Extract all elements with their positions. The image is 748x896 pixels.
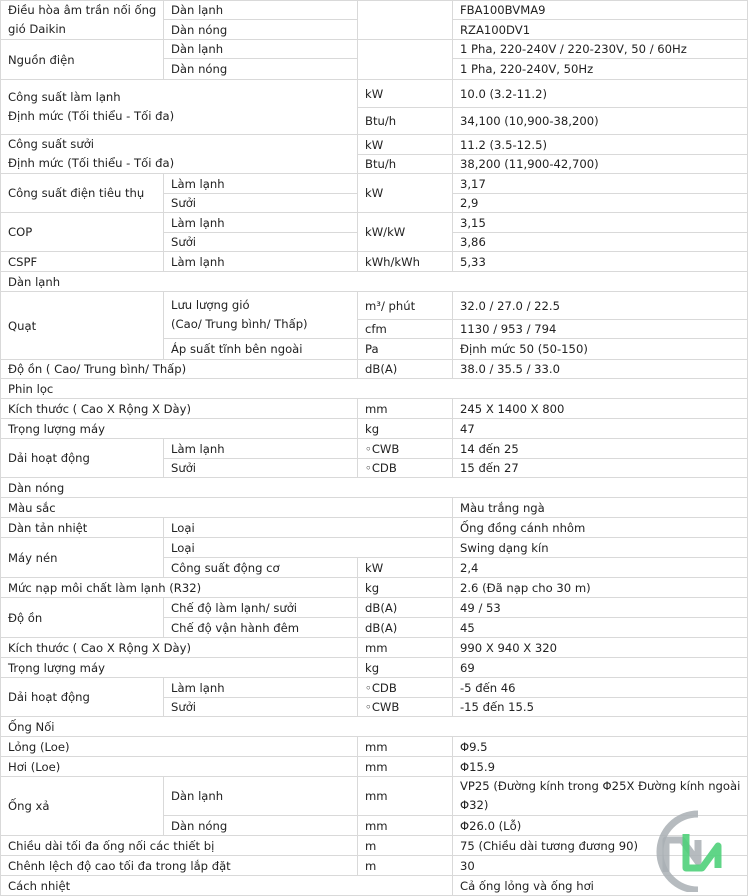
cooling-kw-unit: kW <box>358 80 453 108</box>
heating-kw-value: 11.2 (3.5-12.5) <box>453 135 748 155</box>
indoor-range-cool-unit: ◦CWB <box>358 439 453 459</box>
drain-outdoor-unit: mm <box>358 816 453 836</box>
table-row <box>1 292 748 320</box>
max-height-label: Chênh lệch độ cao tối đa trong lắp đặt <box>1 856 358 876</box>
table-row <box>1 252 748 272</box>
outdoor-dimensions-label: Kích thước ( Cao X Rộng X Dày) <box>1 638 358 658</box>
drain-indoor-value: VP25 (Đường kính trong Φ25X Đường kính ngoài Φ32) <box>453 777 748 816</box>
liquid-pipe-value: Φ9.5 <box>453 737 748 757</box>
indoor-weight-unit: kg <box>358 419 453 439</box>
table-row <box>1 578 748 598</box>
indoor-noise-value: 38.0 / 35.5 / 33.0 <box>453 360 748 379</box>
compressor-type: Loại <box>164 538 453 558</box>
indoor-model: FBA100BVMA9 <box>453 1 748 20</box>
table-row <box>1 717 748 737</box>
outdoor-range-cool-unit: ◦CDB <box>358 678 453 698</box>
cop-label: COP <box>1 213 164 252</box>
outdoor-range-label: Dải hoạt động <box>1 678 164 717</box>
outdoor-noise-label: Độ ồn <box>1 598 164 638</box>
cop-cool-value: 3,15 <box>453 213 748 233</box>
heating-kw-unit: kW <box>358 135 453 155</box>
filter-label: Phin lọc <box>1 379 748 399</box>
power-indoor-value: 1 Pha, 220-240V / 220-230V, 50 / 60Hz <box>453 40 748 59</box>
power-consumption-cool: Làm lạnh <box>164 174 358 194</box>
max-length-value: 75 (Chiều dài tương đương 90) <box>453 836 748 856</box>
outdoor-noise-mode1: Chế độ làm lạnh/ sưởi <box>164 598 358 618</box>
compressor-type-value: Swing dạng kín <box>453 538 748 558</box>
indoor-dimensions-value: 245 X 1400 X 800 <box>453 399 748 419</box>
table-row <box>1 379 748 399</box>
power-consumption-cool-value: 3,17 <box>453 174 748 194</box>
outdoor-range-cool-value: -5 đến 46 <box>453 678 748 698</box>
table-row <box>1 876 748 896</box>
table-row <box>1 836 748 856</box>
drain-outdoor-label: Dàn nóng <box>164 816 358 836</box>
table-row <box>1 678 748 698</box>
indoor-range-cool-value: 14 đến 25 <box>453 439 748 459</box>
cspf-label: CSPF <box>1 252 164 272</box>
airflow-cfm-value: 1130 / 953 / 794 <box>453 320 748 339</box>
indoor-label: Dàn lạnh <box>164 1 358 20</box>
liquid-pipe-label: Lỏng (Loe) <box>1 737 358 757</box>
outdoor-dimensions-unit: mm <box>358 638 453 658</box>
indoor-weight-label: Trọng lượng máy <box>1 419 358 439</box>
compressor-motor-unit: kW <box>358 558 453 578</box>
outdoor-noise-mode1-value: 49 / 53 <box>453 598 748 618</box>
table-row <box>1 777 748 816</box>
table-row <box>1 213 748 233</box>
max-height-unit: m <box>358 856 453 876</box>
airflow-label: Lưu lượng gió (Cao/ Trung bình/ Thấp) <box>164 292 358 339</box>
outdoor-noise-mode2-unit: dB(A) <box>358 618 453 638</box>
table-row <box>1 272 748 292</box>
heating-btu-unit: Btu/h <box>358 155 453 174</box>
cop-cool: Làm lạnh <box>164 213 358 233</box>
table-row <box>1 174 748 194</box>
table-row <box>1 360 748 379</box>
color-label: Màu sắc <box>1 498 453 518</box>
cooling-capacity-label: Công suất làm lạnh Định mức (Tối thiểu - Tối đa) <box>1 80 358 135</box>
outdoor-range-heat: Sưởi <box>164 698 358 717</box>
indoor-range-heat-value: 15 đến 27 <box>453 459 748 478</box>
outdoor-weight-label: Trọng lượng máy <box>1 658 358 678</box>
table-row <box>1 40 748 59</box>
airflow-m3-unit: m³/ phút <box>358 292 453 320</box>
cop-unit: kW/kW <box>358 213 453 252</box>
fan-label: Quạt <box>1 292 164 360</box>
indoor-range-label: Dải hoạt động <box>1 439 164 478</box>
compressor-motor: Công suất động cơ <box>164 558 358 578</box>
gas-pipe-value: Φ15.9 <box>453 757 748 777</box>
liquid-pipe-unit: mm <box>358 737 453 757</box>
cop-heat-value: 3,86 <box>453 233 748 252</box>
table-row <box>1 80 748 108</box>
cspf-mode: Làm lạnh <box>164 252 358 272</box>
indoor-range-heat-unit: ◦CDB <box>358 459 453 478</box>
table-row <box>1 856 748 876</box>
cop-heat: Sưởi <box>164 233 358 252</box>
power-consumption-unit: kW <box>358 174 453 213</box>
gas-pipe-unit: mm <box>358 757 453 777</box>
refrigerant-unit: kg <box>358 578 453 598</box>
table-row <box>1 757 748 777</box>
insulation-value: Cả ống lỏng và ống hơi <box>453 876 748 896</box>
table-row <box>1 478 748 498</box>
power-consumption-heat: Sưởi <box>164 194 358 213</box>
cooling-btu-value: 34,100 (10,900-38,200) <box>453 108 748 135</box>
heating-capacity-label: Công suất sưởi Định mức (Tối thiểu - Tối đa) <box>1 135 358 174</box>
outdoor-label: Dàn nóng <box>164 20 358 40</box>
refrigerant-label: Mức nạp môi chất làm lạnh (R32) <box>1 578 358 598</box>
heat-exchanger-value: Ống đồng cánh nhôm <box>453 518 748 538</box>
outdoor-range-cool: Làm lạnh <box>164 678 358 698</box>
piping-section-title: Ống Nối <box>1 717 748 737</box>
airflow-m3-value: 32.0 / 27.0 / 22.5 <box>453 292 748 320</box>
outdoor-noise-mode1-unit: dB(A) <box>358 598 453 618</box>
heating-btu-value: 38,200 (11,900-42,700) <box>453 155 748 174</box>
product-label: Điều hòa âm trần nối ống gió Daikin <box>1 1 164 40</box>
max-length-label: Chiều dài tối đa ống nối các thiết bị <box>1 836 358 856</box>
table-row <box>1 598 748 618</box>
power-consumption-label: Công suất điện tiêu thụ <box>1 174 164 213</box>
gas-pipe-label: Hơi (Loe) <box>1 757 358 777</box>
outdoor-weight-value: 69 <box>453 658 748 678</box>
table-row <box>1 638 748 658</box>
outdoor-model: RZA100DV1 <box>453 20 748 40</box>
compressor-label: Máy nén <box>1 538 164 578</box>
power-outdoor-label: Dàn nóng <box>164 59 358 80</box>
outdoor-range-heat-value: -15 đến 15.5 <box>453 698 748 717</box>
outdoor-weight-unit: kg <box>358 658 453 678</box>
cspf-value: 5,33 <box>453 252 748 272</box>
compressor-motor-value: 2,4 <box>453 558 748 578</box>
indoor-range-cool: Làm lạnh <box>164 439 358 459</box>
esp-label: Áp suất tĩnh bên ngoài <box>164 339 358 360</box>
power-consumption-heat-value: 2,9 <box>453 194 748 213</box>
table-row <box>1 518 748 538</box>
esp-value: Định mức 50 (50-150) <box>453 339 748 360</box>
table-row <box>1 399 748 419</box>
indoor-noise-label: Độ ồn ( Cao/ Trung bình/ Thấp) <box>1 360 358 379</box>
indoor-noise-unit: dB(A) <box>358 360 453 379</box>
cspf-unit: kWh/kWh <box>358 252 453 272</box>
outdoor-noise-mode2: Chế độ vận hành đêm <box>164 618 358 638</box>
indoor-dimensions-unit: mm <box>358 399 453 419</box>
drain-outdoor-value: Φ26.0 (Lỗ) <box>453 816 748 836</box>
insulation-label: Cách nhiệt <box>1 876 453 896</box>
table-row <box>1 1 748 20</box>
heat-exchanger-type: Loại <box>164 518 453 538</box>
cooling-btu-unit: Btu/h <box>358 108 453 135</box>
heat-exchanger-label: Dàn tản nhiệt <box>1 518 164 538</box>
max-height-value: 30 <box>453 856 748 876</box>
table-row <box>1 135 748 155</box>
max-length-unit: m <box>358 836 453 856</box>
refrigerant-value: 2.6 (Đã nạp cho 30 m) <box>453 578 748 598</box>
esp-unit: Pa <box>358 339 453 360</box>
outdoor-noise-mode2-value: 45 <box>453 618 748 638</box>
power-supply-label: Nguồn điện <box>1 40 164 80</box>
outdoor-section-title: Dàn nóng <box>1 478 748 498</box>
color-value: Màu trắng ngà <box>453 498 748 518</box>
table-row <box>1 538 748 558</box>
indoor-range-heat: Sưởi <box>164 459 358 478</box>
power-indoor-label: Dàn lạnh <box>164 40 358 59</box>
cooling-kw-value: 10.0 (3.2-11.2) <box>453 80 748 108</box>
outdoor-range-heat-unit: ◦CWB <box>358 698 453 717</box>
table-row <box>1 498 748 518</box>
drain-indoor-label: Dàn lạnh <box>164 777 358 816</box>
indoor-weight-value: 47 <box>453 419 748 439</box>
outdoor-dimensions-value: 990 X 940 X 320 <box>453 638 748 658</box>
table-row <box>1 737 748 757</box>
table-row <box>1 439 748 459</box>
drain-indoor-unit: mm <box>358 777 453 816</box>
table-row <box>1 419 748 439</box>
airflow-cfm-unit: cfm <box>358 320 453 339</box>
power-outdoor-value: 1 Pha, 220-240V, 50Hz <box>453 59 748 80</box>
indoor-section-title: Dàn lạnh <box>1 272 748 292</box>
drain-pipe-label: Ống xả <box>1 777 164 836</box>
indoor-dimensions-label: Kích thước ( Cao X Rộng X Dày) <box>1 399 358 419</box>
table-row <box>1 658 748 678</box>
